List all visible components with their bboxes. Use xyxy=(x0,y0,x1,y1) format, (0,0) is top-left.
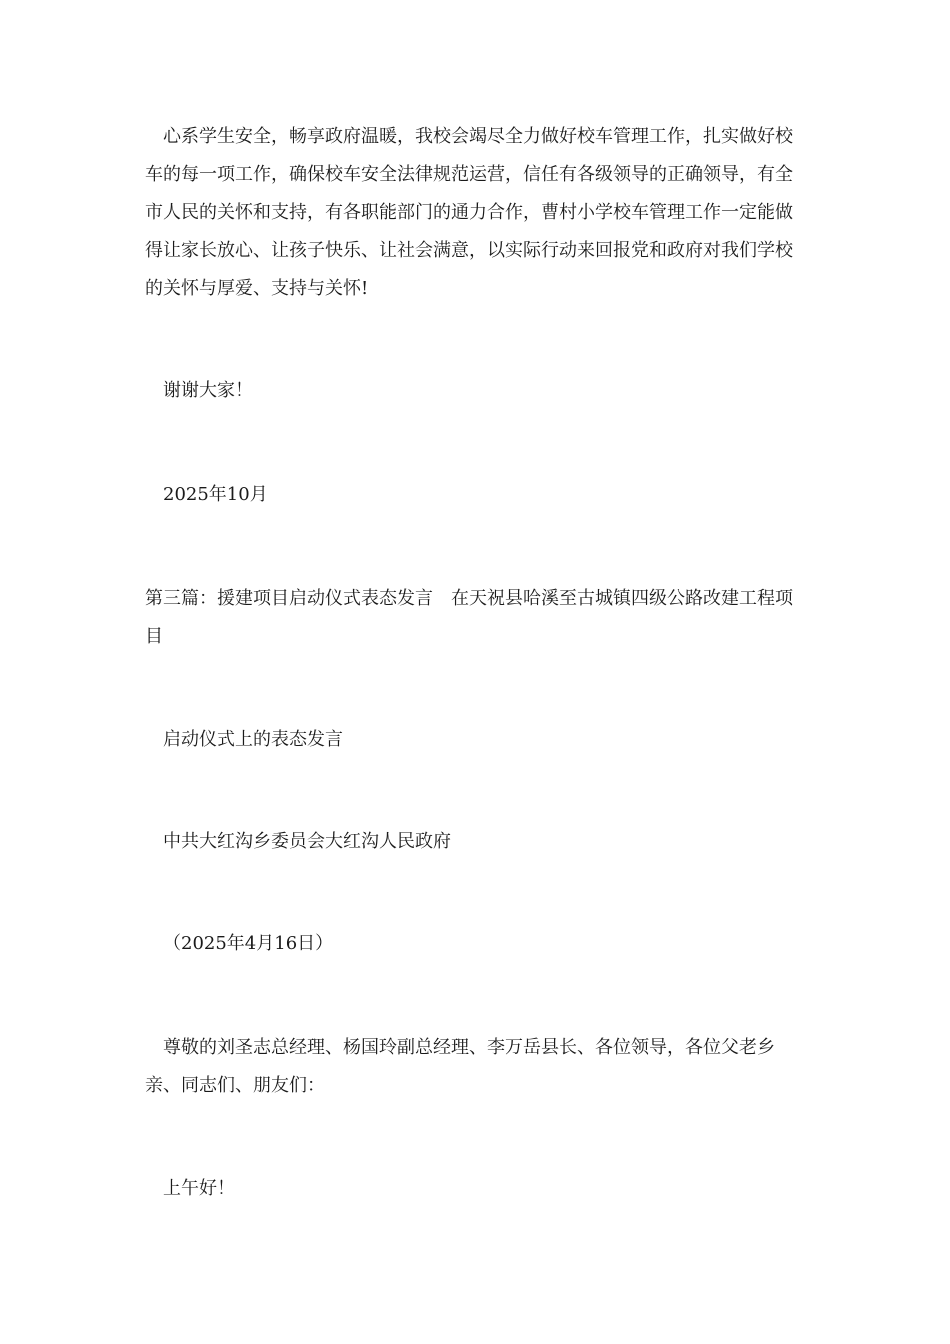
speaker-organization: 中共大红沟乡委员会大红沟人民政府 xyxy=(163,831,451,852)
speech-date: （2025年4月16日） xyxy=(163,933,334,954)
section-heading: 第三篇：援建项目启动仪式表态发言 在天祝县哈溪至古城镇四级公路改建工程项目 xyxy=(145,588,793,647)
salutation: 尊敬的刘圣志总经理、杨国玲副总经理、李万岳县长、各位领导，各位父老乡亲、同志们、朋友们： xyxy=(145,1037,775,1096)
closing-paragraph: 心系学生安全，畅享政府温暖，我校会竭尽全力做好校车管理工作，扎实做好校车的每一项工作，确保校车安全法律规范运营，信任有各级领导的正确领导，有全市人民的关怀和支持，有各职能部门的通力合作，曹村小学校车管理工作一定能做得让家长放心、让孩子快乐、让社会满意，以实际行动来回报党和政府对我们学校的关怀与厚爱、支持与关怀! xyxy=(145,126,793,299)
speech-title: 启动仪式上的表态发言 xyxy=(163,729,343,750)
thanks-line: 谢谢大家！ xyxy=(163,380,253,401)
date-line: 2025年10月 xyxy=(163,484,268,505)
greeting: 上午好！ xyxy=(163,1178,235,1199)
